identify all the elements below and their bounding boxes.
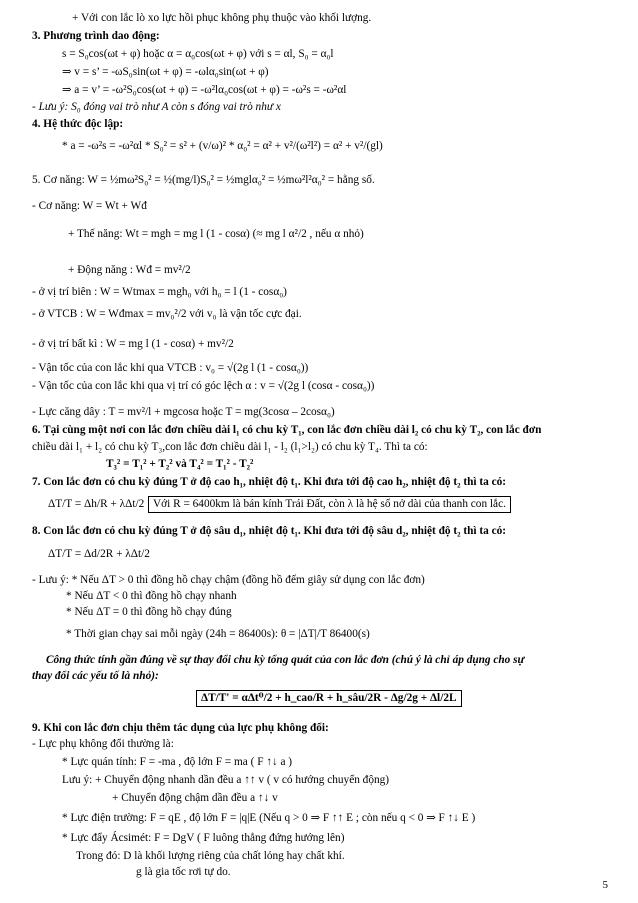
boxed-note: Với R = 6400km là bán kính Trái Đất, còn λ là hệ số nở dài của thanh con lắc. bbox=[148, 496, 511, 513]
equation-line: T₃² = T₁² + T₂² và T₄² = T₁² - T₂² bbox=[106, 458, 254, 470]
equation-line: + Động năng : Wđ = mv²/2 bbox=[68, 264, 191, 276]
equation-line: - ở vị trí biên : W = Wtmax = mgh₀ với h₀ = l (1 - cosα₀) bbox=[32, 286, 287, 298]
note-line: - Lưu ý: S₀ đóng vai trò như A còn s đóng vai trò như x bbox=[32, 101, 281, 113]
page-number: 5 bbox=[602, 878, 608, 891]
section-heading: 6. Tại cùng một nơi con lắc đơn chiều dài l₁ có chu kỳ T₁, con lắc đơn chiều dài l₂ có chu kỳ T₂, con lắc đơn bbox=[32, 424, 542, 436]
text-line: g là gia tốc rơi tự do. bbox=[136, 866, 231, 878]
text-line: Trong đó: D là khối lượng riêng của chất lỏng hay chất khí. bbox=[76, 850, 345, 862]
equation-line: - ở vị trí bất kì : W = mg l (1 - cosα) + mv²/2 bbox=[32, 338, 234, 350]
equation-line: * a = -ω²s = -ω²αl * S₀² = s² + (v/ω)² * α₀² = α² + v²/(ω²l²) = α² + v²/(gl) bbox=[62, 140, 383, 152]
text-line: * Lực điện trường: F = qE , độ lớn F = |q|E (Nếu q > 0 ⇒ F ↑↑ E ; còn nếu q < 0 ⇒ F ↑↓ E ) bbox=[62, 812, 476, 824]
equation-line: ⇒ a = v’ = -ω²S₀cos(ωt + φ) = -ω²lα₀cos(ωt + φ) = -ω²s = -ω²αl bbox=[62, 84, 347, 96]
italic-line: thay đổi các yếu tố là nhỏ): bbox=[32, 670, 159, 682]
text-line: * Lực quán tính: F = -ma , độ lớn F = ma ( F ↑↓ a ) bbox=[62, 756, 293, 768]
text-line: chiều dài l₁ + l₂ có chu kỳ T₃,con lắc đơn chiều dài l₁ - l₂ (l₁>l₂) có chu kỳ T₄. Thì ta có: bbox=[32, 441, 428, 453]
section-heading: 7. Con lắc đơn có chu kỳ đúng T ở độ cao h₁, nhiệt độ t₁. Khi đưa tới độ cao h₂, nhiệt độ t₂ thì ta có: bbox=[32, 476, 507, 488]
note-line: * Nếu ΔT < 0 thì đồng hồ chạy nhanh bbox=[66, 590, 237, 602]
equation-line: ΔT/T = Δd/2R + λΔt/2 bbox=[48, 548, 150, 560]
text-line: * Lực đẩy Ácsimét: F = DgV ( F luông thẳng đứng hướng lên) bbox=[62, 832, 345, 844]
equation-line: + Thế năng: Wt = mgh = mg l (1 - cosα) (≈ mg l α²/2 , nếu α nhỏ) bbox=[68, 228, 364, 240]
section-heading: 9. Khi con lắc đơn chịu thêm tác dụng của lực phụ không đổi: bbox=[32, 722, 329, 734]
note-line: - Lưu ý: * Nếu ΔT > 0 thì đồng hồ chạy chậm (đồng hồ đếm giây sử dụng con lắc đơn) bbox=[32, 574, 425, 586]
equation-line: - Vận tốc của con lắc khi qua VTCB : v₀ = √(2g l (1 - cosα₀)) bbox=[32, 362, 309, 374]
text-line: Lưu ý: + Chuyển động nhanh dần đều a ↑↑ v ( v có hướng chuyển động) bbox=[62, 774, 390, 786]
equation-line: - ở VTCB : W = Wđmax = mv₀²/2 với v₀ là vận tốc cực đại. bbox=[32, 308, 302, 320]
section-line: 5. Cơ năng: W = ½mω²S₀² = ½(mg/l)S₀² = ½mglα₀² = ½mω²l²α₀² = hằng số. bbox=[32, 174, 375, 186]
italic-line: Công thức tính gần đúng về sự thay đổi chu kỳ tổng quát của con lắc đơn (chú ý là chỉ áp dụng cho sự bbox=[46, 654, 525, 666]
boxed-equation: ΔT/T' = αΔt⁰/2 + h_cao/R + h_sâu/2R - Δg/2g + Δl/2L bbox=[196, 690, 462, 707]
note-line: * Nếu ΔT = 0 thì đồng hồ chạy đúng bbox=[66, 606, 232, 618]
text-line: + Với con lắc lò xo lực hồi phục không phụ thuộc vào khối lượng. bbox=[72, 12, 372, 24]
equation-line: ΔT/T = Δh/R + λΔt/2 bbox=[48, 498, 145, 510]
text-line: - Cơ năng: W = Wt + Wđ bbox=[32, 200, 147, 212]
note-line: * Thời gian chạy sai mỗi ngày (24h = 86400s): θ = |ΔT|/T 86400(s) bbox=[66, 628, 370, 640]
text-line: + Chuyển động chậm dần đều a ↑↓ v bbox=[112, 792, 278, 804]
equation-line: - Lực căng dây : T = mv²/l + mgcosα hoặc T = mg(3cosα – 2cosα₀) bbox=[32, 406, 335, 418]
section-heading: 8. Con lắc đơn có chu kỳ đúng T ở độ sâu d₁, nhiệt độ t₁. Khi đưa tới độ sâu d₂, nhiệt độ t₂ thì ta có: bbox=[32, 525, 507, 537]
text-line: - Lực phụ không đổi thường là: bbox=[32, 738, 174, 750]
equation-line: - Vận tốc của con lắc khi qua vị trí có góc lệch α : v = √(2g l (cosα - cosα₀)) bbox=[32, 380, 375, 392]
section-heading: 3. Phương trình dao động: bbox=[32, 30, 160, 42]
equation-line: s = S₀cos(ωt + φ) hoặc α = α₀cos(ωt + φ) với s = αl, S₀ = α₀l bbox=[62, 48, 334, 60]
equation-line: ⇒ v = s’ = -ωS₀sin(ωt + φ) = -ωlα₀sin(ωt + φ) bbox=[62, 66, 269, 78]
section-heading: 4. Hệ thức độc lập: bbox=[32, 118, 124, 130]
